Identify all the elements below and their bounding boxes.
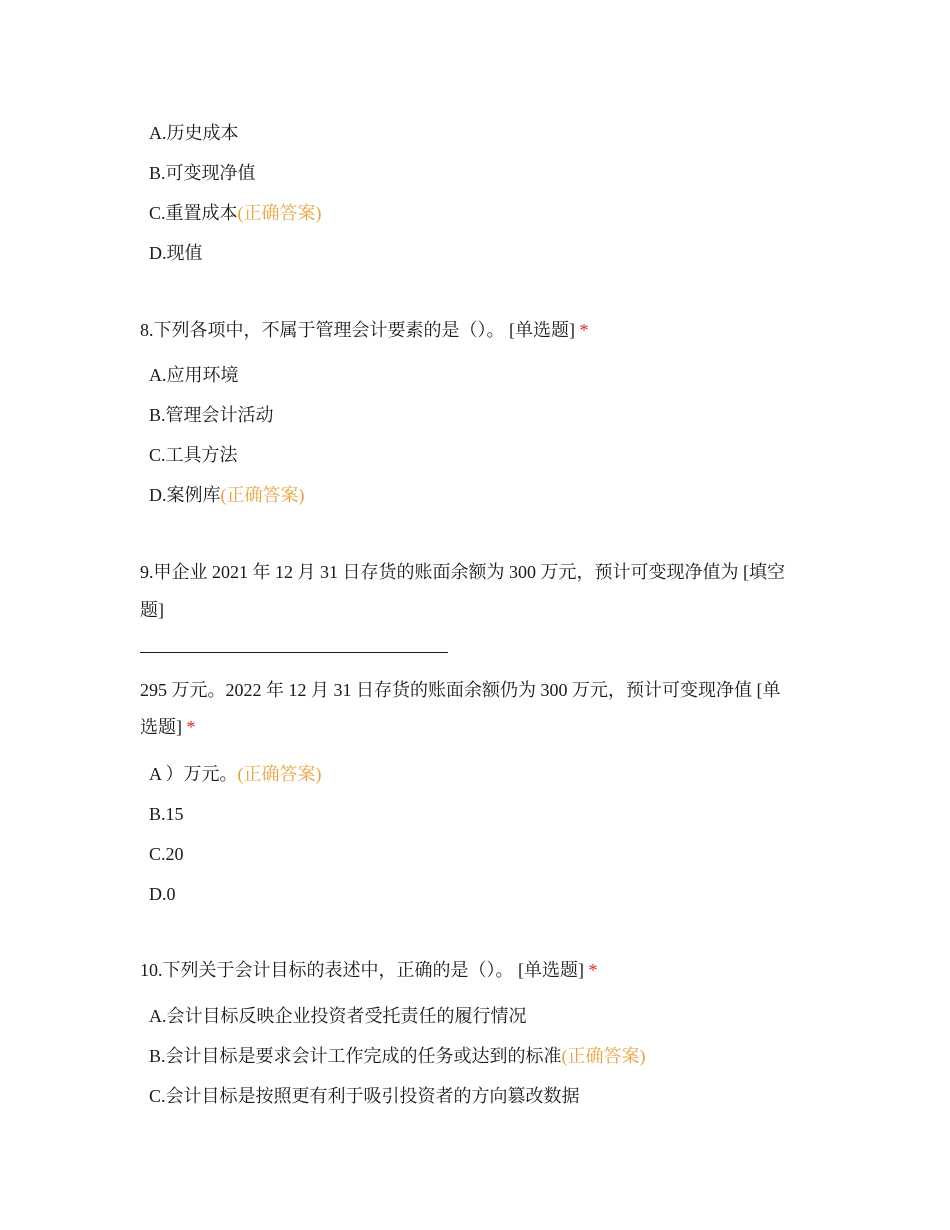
required-mark: * (588, 960, 598, 980)
option-text: A.会计目标反映企业投资者受托责任的履行情况 (149, 1006, 527, 1026)
option-text: B.可变现净值 (149, 163, 256, 183)
question-text: 10.下列关于会计目标的表述中，正确的是（）。 [单选题] (140, 960, 584, 980)
q9-option-c[interactable] (149, 842, 184, 866)
option-text: D.0 (149, 884, 176, 904)
q7-option-d[interactable] (149, 241, 203, 265)
option-text: C.重置成本 (149, 203, 238, 223)
required-mark: * (579, 320, 589, 340)
question-text: 选题] (140, 717, 182, 737)
q9-question-line1: 9.甲企业 2021 年 12 月 31 日存货的账面余额为 300 万元，预计可变现净值为 [填空 (140, 562, 785, 582)
q8-question-title (140, 318, 589, 342)
q9-question-line3: 295 万元。2022 年 12 月 31 日存货的账面余额仍为 300 万元，预计可变现净值 [单 (140, 680, 781, 700)
option-text: B.管理会计活动 (149, 405, 274, 425)
q7-option-a[interactable] (149, 121, 239, 145)
q10-option-b[interactable] (149, 1044, 646, 1068)
required-mark: * (186, 717, 196, 737)
q10-option-c[interactable] (149, 1084, 580, 1108)
option-text: C.工具方法 (149, 445, 238, 465)
option-text: C.会计目标是按照更有利于吸引投资者的方向篡改数据 (149, 1086, 580, 1106)
option-text: A ）万元。 (149, 764, 238, 784)
option-text: D.现值 (149, 243, 203, 263)
option-text: B.15 (149, 804, 184, 824)
q8-option-c[interactable] (149, 443, 238, 467)
q9-option-d[interactable] (149, 882, 176, 906)
q10-question-title (140, 958, 598, 982)
q9-option-a[interactable] (149, 762, 322, 786)
option-text: A.历史成本 (149, 123, 239, 143)
q7-option-b[interactable] (149, 161, 256, 185)
option-text: A.应用环境 (149, 365, 239, 385)
q8-option-d[interactable] (149, 483, 305, 507)
correct-answer-mark: (正确答案) (237, 203, 322, 223)
q9-question-line2: 题] (140, 600, 164, 620)
correct-answer-mark: (正确答案) (220, 485, 305, 505)
q9-option-b[interactable] (149, 802, 184, 826)
correct-answer-mark: (正确答案) (237, 764, 322, 784)
option-text: C.20 (149, 844, 184, 864)
question-text: 8.下列各项中，不属于管理会计要素的是（）。 [单选题] (140, 320, 575, 340)
option-text: B.会计目标是要求会计工作完成的任务或达到的标准 (149, 1046, 562, 1066)
q9-question-line4 (140, 715, 196, 739)
q10-option-a[interactable] (149, 1004, 527, 1028)
q9-blank-input[interactable] (140, 652, 448, 653)
q7-option-c[interactable] (149, 201, 322, 225)
q8-option-a[interactable] (149, 363, 239, 387)
q8-option-b[interactable] (149, 403, 274, 427)
correct-answer-mark: (正确答案) (561, 1046, 646, 1066)
option-text: D.案例库 (149, 485, 221, 505)
